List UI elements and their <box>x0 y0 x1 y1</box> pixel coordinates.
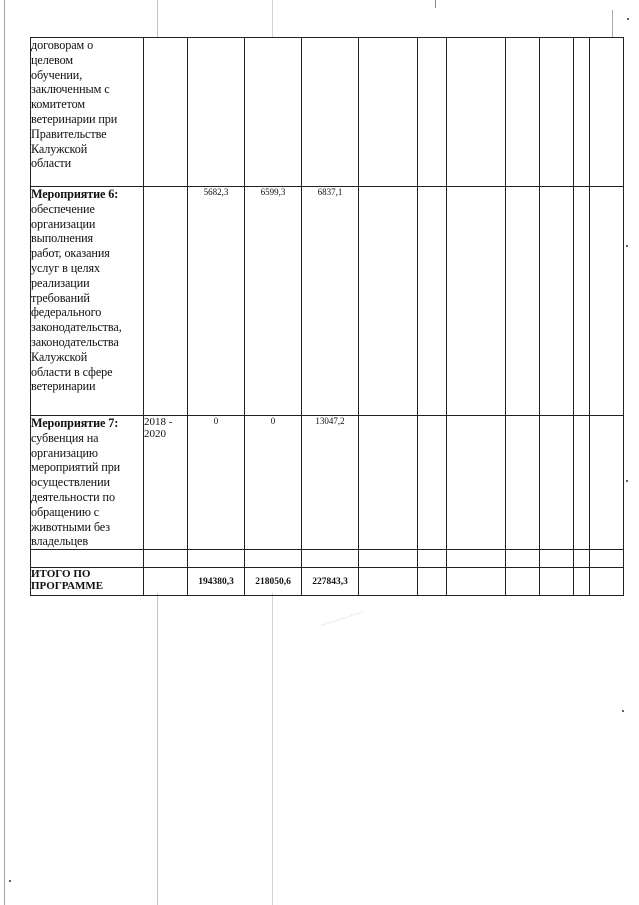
empty-cell <box>359 416 418 550</box>
scan-speck <box>626 480 628 482</box>
row-value-1: 0 <box>188 416 245 550</box>
row-description: Мероприятие 7: субвенция на организацию мероприятий при осуществлении деятельности по обращению с животными без владельцев <box>31 416 144 550</box>
empty-cell <box>447 187 506 416</box>
row-period: 2018 - 2020 <box>144 416 188 550</box>
scan-speck <box>622 710 624 712</box>
total-value-2: 218050,6 <box>245 568 302 596</box>
empty-cell <box>540 550 574 568</box>
empty-cell <box>574 416 590 550</box>
empty-cell <box>506 38 540 187</box>
empty-cell <box>144 550 188 568</box>
scan-mark <box>612 10 613 38</box>
empty-cell <box>447 550 506 568</box>
table-row <box>31 38 624 187</box>
scan-speck <box>627 18 629 20</box>
empty-cell <box>302 550 359 568</box>
empty-cell <box>359 38 418 187</box>
scan-edge-line <box>4 0 5 905</box>
empty-cell <box>447 568 506 596</box>
empty-cell <box>245 550 302 568</box>
scan-fold-line <box>272 0 273 37</box>
faint-stamp <box>321 612 366 641</box>
empty-cell <box>359 187 418 416</box>
row-value-3 <box>302 38 359 187</box>
empty-cell <box>418 416 447 550</box>
total-value-3: 227843,3 <box>302 568 359 596</box>
row-value-1: 5682,3 <box>188 187 245 416</box>
total-label: ИТОГО ПО ПРОГРАММЕ <box>31 568 144 596</box>
empty-cell <box>574 187 590 416</box>
empty-cell <box>418 187 447 416</box>
table-row <box>31 416 624 550</box>
empty-cell <box>359 568 418 596</box>
row-value-3: 13047,2 <box>302 416 359 550</box>
empty-cell <box>574 568 590 596</box>
empty-cell <box>506 416 540 550</box>
row-period <box>144 38 188 187</box>
scan-speck <box>9 880 11 882</box>
row-value-1 <box>188 38 245 187</box>
empty-cell <box>418 568 447 596</box>
empty-cell <box>506 568 540 596</box>
empty-cell <box>590 38 624 187</box>
row-period <box>144 187 188 416</box>
empty-cell <box>506 550 540 568</box>
empty-cell <box>590 568 624 596</box>
row-value-3: 6837,1 <box>302 187 359 416</box>
table-row <box>31 187 624 416</box>
empty-cell <box>359 550 418 568</box>
total-row <box>31 568 624 596</box>
empty-cell <box>31 550 144 568</box>
row-value-2: 0 <box>245 416 302 550</box>
row-heading: Мероприятие 7: <box>31 416 119 430</box>
program-table <box>30 37 624 596</box>
empty-cell <box>590 550 624 568</box>
table-row <box>31 550 624 568</box>
empty-cell <box>574 38 590 187</box>
empty-cell <box>188 550 245 568</box>
empty-cell <box>418 550 447 568</box>
scan-mark <box>435 0 436 8</box>
empty-cell <box>447 416 506 550</box>
scan-speck <box>626 245 628 247</box>
scan-fold-line <box>157 0 158 37</box>
row-value-2 <box>245 38 302 187</box>
empty-cell <box>418 38 447 187</box>
empty-cell <box>506 187 540 416</box>
empty-cell <box>540 187 574 416</box>
empty-cell <box>540 38 574 187</box>
empty-cell <box>447 38 506 187</box>
row-value-2: 6599,3 <box>245 187 302 416</box>
empty-cell <box>590 187 624 416</box>
row-heading: Мероприятие 6: <box>31 187 119 201</box>
empty-cell <box>540 416 574 550</box>
empty-cell <box>574 550 590 568</box>
scan-fold-line <box>272 593 273 905</box>
empty-cell <box>590 416 624 550</box>
total-value-1: 194380,3 <box>188 568 245 596</box>
row-description: Мероприятие 6: обеспечение организации выполнения работ, оказания услуг в целях реализации требований федерального законодательства, законодательства Калужской области в сфере ветеринарии <box>31 187 144 416</box>
empty-cell <box>144 568 188 596</box>
empty-cell <box>540 568 574 596</box>
row-description: договорам о целевом обучении, заключенным с комитетом ветеринарии при Правительстве Калужской области <box>31 38 144 187</box>
scan-fold-line <box>157 593 158 905</box>
